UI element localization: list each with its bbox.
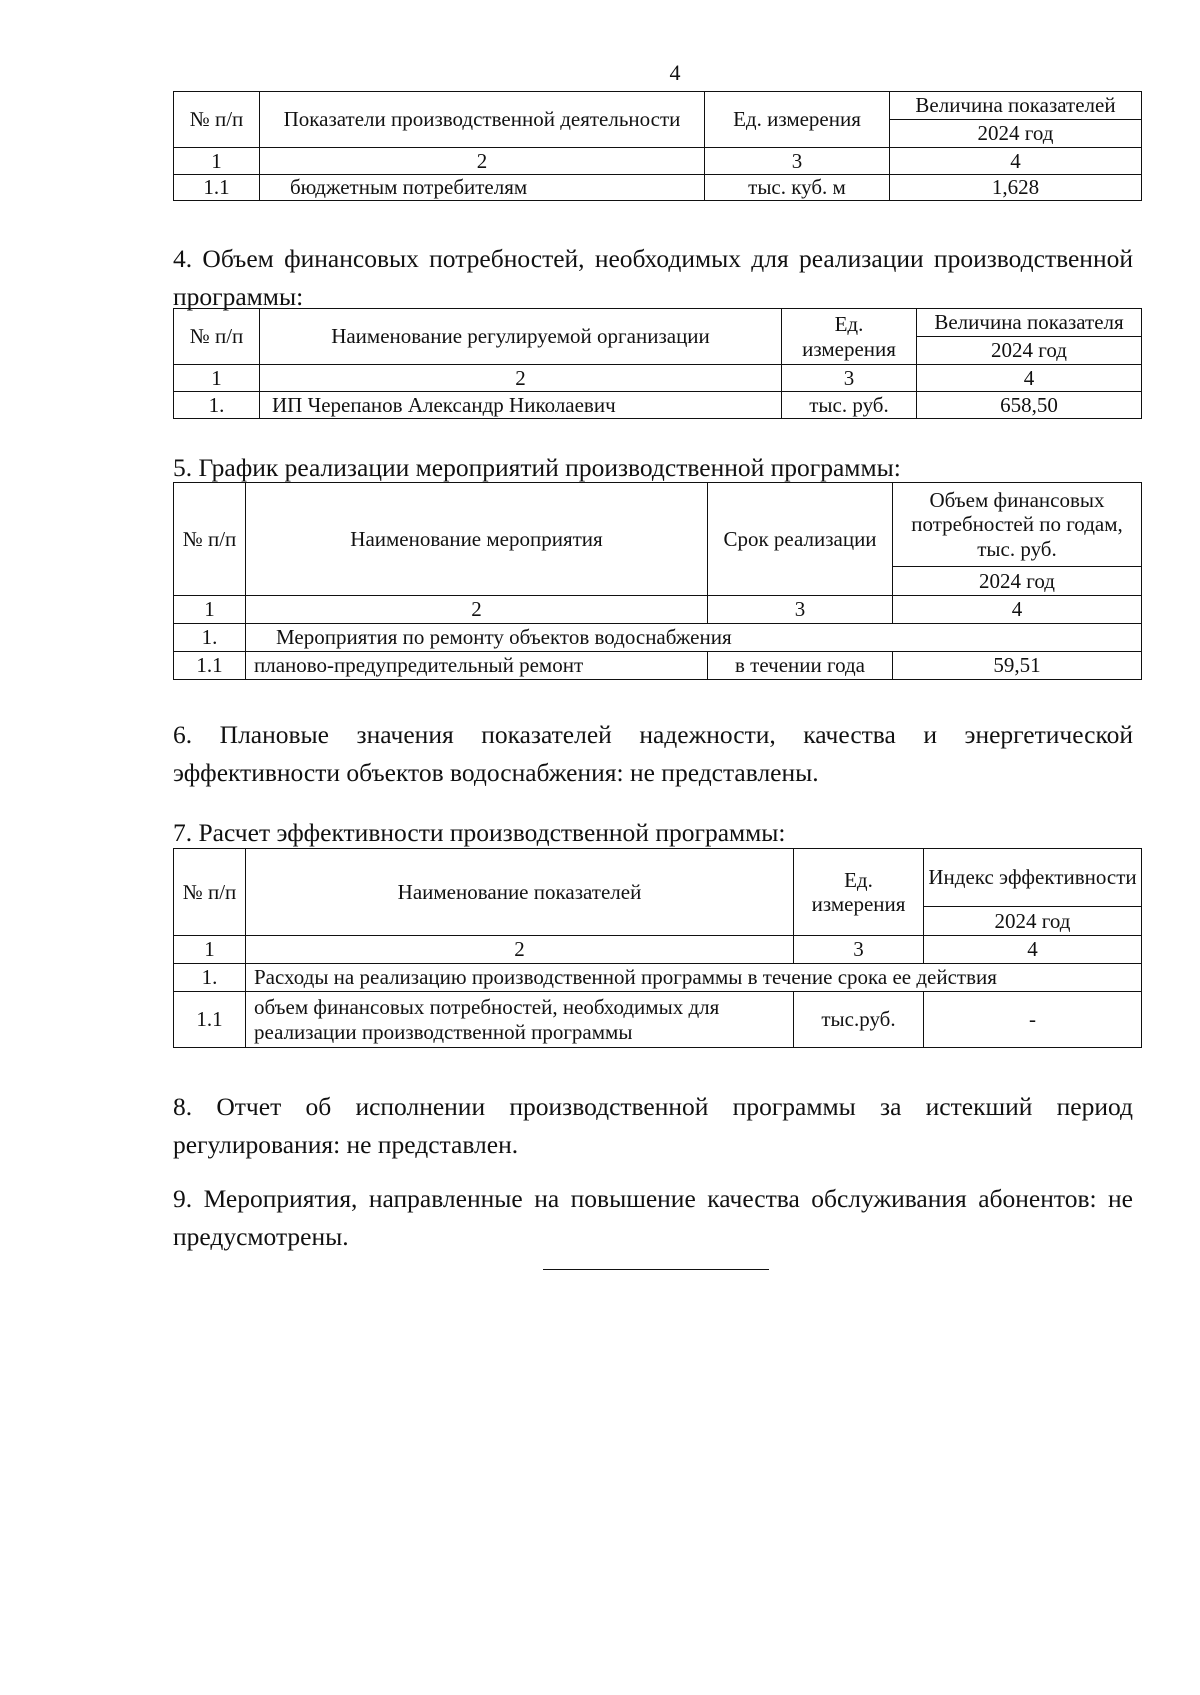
row-value: 1,628 bbox=[890, 175, 1142, 201]
header-name: Наименование мероприятия bbox=[246, 483, 708, 596]
index-cell: 4 bbox=[924, 936, 1142, 964]
table-row bbox=[174, 392, 1142, 419]
row-unit: тыс.руб. bbox=[794, 992, 924, 1048]
header-year: 2024 год bbox=[924, 907, 1142, 936]
header-num: № п/п bbox=[174, 92, 260, 148]
index-row bbox=[174, 148, 1142, 175]
index-cell: 3 bbox=[794, 936, 924, 964]
header-indicator: Показатели производственной деятельности bbox=[260, 92, 705, 148]
section-9-text: 9. Мероприятия, направленные на повышение качества обслуживания абонентов: не предусмотрены. bbox=[173, 1184, 1133, 1251]
section-6-text: 6. Плановые значения показателей надежности, качества и энергетической эффективности объектов водоснабжения: не представлены. bbox=[173, 720, 1133, 787]
row-name: объем финансовых потребностей, необходимых для реализации производственной программы bbox=[246, 992, 794, 1048]
production-indicators-table bbox=[173, 91, 1142, 201]
index-row bbox=[174, 365, 1142, 392]
header-year: 2024 год bbox=[917, 337, 1142, 365]
schedule-table bbox=[173, 482, 1142, 680]
index-cell: 2 bbox=[260, 365, 782, 392]
row-num: 1.1 bbox=[174, 652, 246, 680]
header-volume: Объем финансовых потребностей по годам, тыс. руб. bbox=[893, 483, 1142, 567]
group-num: 1. bbox=[174, 964, 246, 992]
row-name: бюджетным потребителям bbox=[260, 175, 705, 201]
index-row bbox=[174, 936, 1142, 964]
section-5-heading: 5. График реализации мероприятий производственной программы: bbox=[173, 453, 901, 482]
header-org: Наименование регулируемой организации bbox=[260, 309, 782, 365]
index-cell: 3 bbox=[705, 148, 890, 175]
index-cell: 1 bbox=[174, 148, 260, 175]
section-4-heading: 4. Объем финансовых потребностей, необходимых для реализации производственной программы: bbox=[173, 244, 1133, 311]
index-cell: 2 bbox=[260, 148, 705, 175]
header-year: 2024 год bbox=[893, 567, 1142, 596]
row-value: 658,50 bbox=[917, 392, 1142, 419]
index-cell: 4 bbox=[917, 365, 1142, 392]
efficiency-table bbox=[173, 848, 1142, 1048]
header-value: Величина показателей bbox=[890, 92, 1142, 120]
financial-needs-table bbox=[173, 308, 1142, 419]
row-name: ИП Черепанов Александр Николаевич bbox=[260, 392, 782, 419]
index-cell: 3 bbox=[782, 365, 917, 392]
index-cell: 1 bbox=[174, 936, 246, 964]
index-cell: 3 bbox=[708, 596, 893, 624]
end-separator-line bbox=[543, 1269, 769, 1270]
section-8-text: 8. Отчет об исполнении производственной программы за истекший период регулирования: не представлен. bbox=[173, 1092, 1133, 1159]
header-index: Индекс эффективности bbox=[924, 849, 1142, 907]
index-cell: 1 bbox=[174, 596, 246, 624]
header-value: Величина показателя bbox=[917, 309, 1142, 337]
table-row bbox=[174, 992, 1142, 1048]
row-value: 59,51 bbox=[893, 652, 1142, 680]
group-row bbox=[174, 624, 1142, 652]
header-num: № п/п bbox=[174, 849, 246, 936]
row-term: в течении года bbox=[708, 652, 893, 680]
header-name: Наименование показателей bbox=[246, 849, 794, 936]
header-unit: Ед. измерения bbox=[705, 92, 890, 148]
table-row bbox=[174, 175, 1142, 201]
index-cell: 4 bbox=[890, 148, 1142, 175]
page-number: 4 bbox=[669, 60, 681, 85]
row-num: 1. bbox=[174, 392, 260, 419]
row-value: - bbox=[924, 992, 1142, 1048]
row-name: планово-предупредительный ремонт bbox=[246, 652, 708, 680]
index-cell: 1 bbox=[174, 365, 260, 392]
section-7-heading: 7. Расчет эффективности производственной программы: bbox=[173, 818, 786, 847]
header-num: № п/п bbox=[174, 309, 260, 365]
table-row bbox=[174, 652, 1142, 680]
row-unit: тыс. куб. м bbox=[705, 175, 890, 201]
header-year: 2024 год bbox=[890, 120, 1142, 148]
row-num: 1.1 bbox=[174, 992, 246, 1048]
group-row bbox=[174, 964, 1142, 992]
row-num: 1.1 bbox=[174, 175, 260, 201]
header-num: № п/п bbox=[174, 483, 246, 596]
index-cell: 2 bbox=[246, 936, 794, 964]
group-name: Расходы на реализацию производственной программы в течение срока ее действия bbox=[246, 964, 1142, 992]
header-unit: Ед. измерения bbox=[794, 849, 924, 936]
group-name: Мероприятия по ремонту объектов водоснабжения bbox=[246, 624, 1142, 652]
index-row bbox=[174, 596, 1142, 624]
header-unit: Ед. измерения bbox=[782, 309, 917, 365]
index-cell: 2 bbox=[246, 596, 708, 624]
group-num: 1. bbox=[174, 624, 246, 652]
header-term: Срок реализации bbox=[708, 483, 893, 596]
row-unit: тыс. руб. bbox=[782, 392, 917, 419]
index-cell: 4 bbox=[893, 596, 1142, 624]
